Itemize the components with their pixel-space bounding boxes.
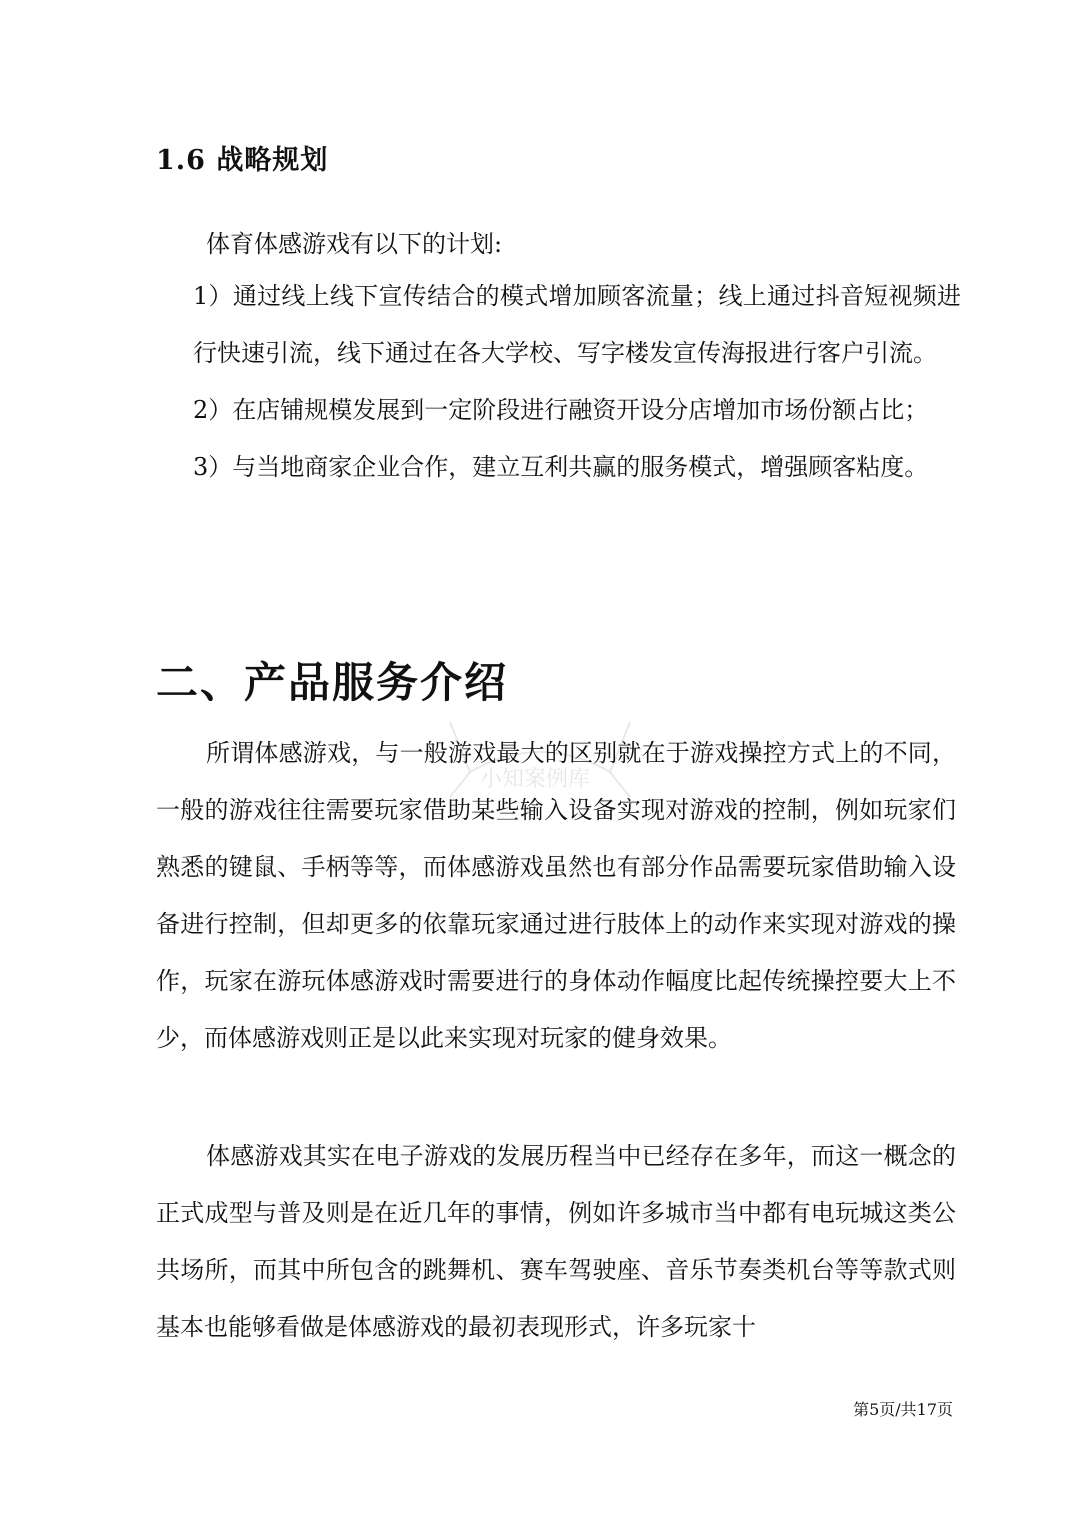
page-number: 第5页/共17页 [853,1400,953,1419]
plan-list [193,268,961,496]
plan-item-3: 3）与当地商家企业合作，建立互利共赢的服务模式，增强顾客粘度。 [193,453,929,481]
body-paragraph-2: 体感游戏其实在电子游戏的发展历程当中已经存在多年，而这一概念的正式成型与普及则是在近几年的事情，例如许多城市当中都有电玩城这类公共场所，而其中所包含的跳舞机、赛车驾驶座、音乐节奏类机台等等款式则基本也能够看做是体感游戏的最初表现形式，许多玩家十 [156,1142,956,1341]
section-heading: 1.6 战略规划 [156,145,329,176]
body-paragraph-1: 所谓体感游戏，与一般游戏最大的区别就在于游戏操控方式上的不同，一般的游戏往往需要玩家借助某些输入设备实现对游戏的控制，例如玩家们熟悉的键鼠、手柄等等，而体感游戏虽然也有部分作品需要玩家借助输入设备进行控制，但却更多的依靠玩家通过进行肢体上的动作来实现对游戏的操作，玩家在游玩体感游戏时需要进行的身体动作幅度比起传统操控要大上不少，而体感游戏则正是以此来实现对玩家的健身效果。 [156,739,956,1052]
plan-item-1: 1）通过线上线下宣传结合的模式增加顾客流量；线上通过抖音短视频进行快速引流，线下通过在各大学校、写字楼发宣传海报进行客户引流。 [193,282,961,367]
chapter-heading: 二、产品服务介绍 [156,658,509,707]
plan-item-2: 2）在店铺规模发展到一定阶段进行融资开设分店增加市场份额占比； [193,396,929,424]
watermark-text: 小知案例库 [480,767,591,792]
plan-intro: 体育体感游戏有以下的计划: [206,230,503,258]
